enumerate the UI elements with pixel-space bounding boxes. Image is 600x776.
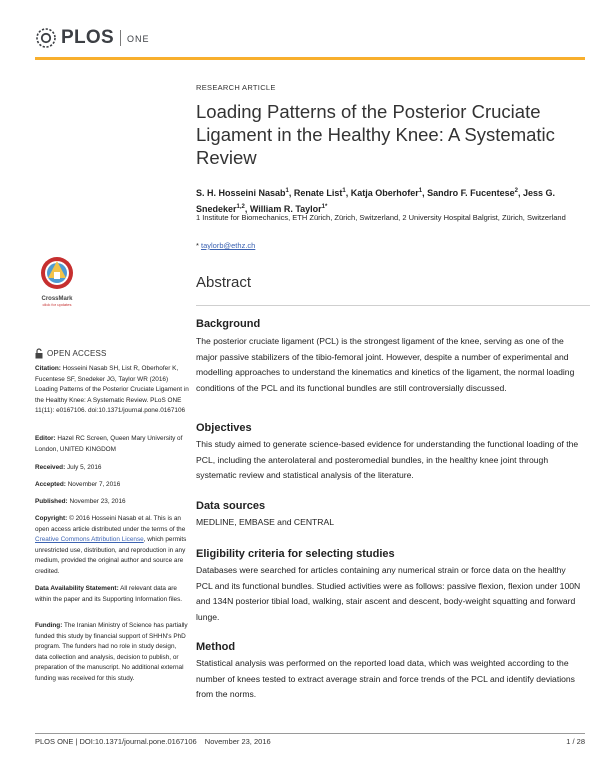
section-text: The posterior cruciate ligament (PCL) is the strongest ligament of the knee, serving as one of the major passive stabilizers of the tibio-femoral joint. However, despite a number of experimental and modelling approaches to understand the kinematics and kinetics of the ligament, the normal loading conditions of the PCL and its functional bundles are still controversially discussed. — [196, 336, 575, 393]
corresponding-email — [196, 241, 255, 250]
page-number: 1 / 28 — [566, 737, 585, 746]
author[interactable]: William R. Taylor$^{1*}$ — [249, 204, 328, 214]
article-title: Loading Patterns of the Posterior Cruciate Ligament in the Healthy Knee: A Systematic Review — [196, 101, 555, 168]
abstract-rule — [196, 305, 590, 306]
funding-block — [35, 621, 190, 684]
section-heading: Objectives — [196, 422, 252, 434]
logo-wordmark: PLOS — [61, 27, 114, 48]
section-text: Statistical analysis was performed on the reported load data, which was weighted according to the number of knees tested to extract average strain and force trends of the PCL and identify deviations from the norms. — [196, 658, 575, 699]
crossmark-badge[interactable] — [37, 256, 77, 307]
author[interactable]: Renate List$^1$ — [293, 188, 346, 198]
header-rule — [35, 57, 585, 60]
received-block — [35, 463, 190, 474]
accepted-date: November 7, 2016 — [67, 481, 121, 488]
crossmark-sub: click for updates — [42, 302, 72, 307]
plos-logo-icon — [35, 27, 57, 49]
citation-text: Hosseini Nasab SH, List R, Oberhofer K, Fucentese SF, Snedeker JG, Taylor WR (2016) Loading Patterns of the Posterior Cruciate Ligament in the Healthy Knee: A Systematic Review. PLoS ONE 11(11): e0167106. doi:10.1371/journal.pone.0167106 — [35, 365, 189, 414]
open-lock-icon — [35, 348, 43, 359]
section-heading: Data sources — [196, 500, 266, 512]
affiliation: Institute for Biomechanics, ETH Zürich, Zürich, Switzerland — [202, 213, 399, 222]
accepted-block — [35, 480, 190, 491]
author[interactable]: Sandro F. Fucentese$^2$ — [427, 188, 519, 198]
copyright-text-end: , which permits unrestricted use, distribution, and reproduction in any medium, provided the original author and source are credited. — [35, 536, 187, 575]
accepted-label: Accepted: — [35, 481, 66, 488]
section-text: Databases were searched for articles containing any numerical strain or force data on the healthy PCL and its functional bundles. Studied activities were as follows: passive flexion, flexion under 100N and 134N posterior tibial load, walking, stair ascent and descent, body-weight squatting and forward lunge. — [196, 565, 581, 622]
section-heading: Eligibility criteria for selecting studies — [196, 548, 395, 560]
author-list: S. H. Hosseini Nasab$^1$, Renate List$^1$, Katja Oberhofer$^1$, Sandro F. Fucentese$^2$, Jess G. Snedeker$^{1,2}$, William R. Taylor$^{1*}$ — [196, 188, 556, 214]
author[interactable]: S. H. Hosseini Nasab$^1$ — [196, 188, 289, 198]
editor-label: Editor: — [35, 435, 56, 442]
logo-journal: ONE — [126, 34, 150, 44]
funding-label: Funding: — [35, 622, 63, 629]
affiliation-number: 1 — [196, 213, 201, 222]
footer-journal: PLOS ONE — [35, 737, 74, 746]
footer-rule — [35, 733, 585, 734]
plos-one-logo — [35, 26, 149, 50]
footer-separator: | — [75, 737, 78, 746]
section-text: MEDLINE, EMBASE and CENTRAL — [196, 517, 335, 527]
affiliation-number: 2 — [402, 213, 407, 222]
affiliations: 1 Institute for Biomechanics, ETH Zürich, Zürich, Switzerland, 2 University Hospital Balgrist, Zürich, Switzerland — [196, 213, 566, 222]
copyright-text: © 2016 Hosseini Nasab et al. This is an open access article distributed under the terms of the — [35, 515, 186, 533]
footer-doi: DOI:10.1371/journal.pone.0167106 — [79, 737, 197, 746]
copyright-label: Copyright: — [35, 515, 68, 522]
open-access-badge — [35, 348, 107, 359]
published-block — [35, 497, 190, 508]
received-date: July 5, 2016 — [66, 464, 102, 471]
citation-block — [35, 364, 190, 417]
funding-text: The Iranian Ministry of Science has partially funded this study by financial support of SHHN's PhD program. The funders had no role in study design, data collection and analysis, decision to publish, or preparation of the manuscript. No additional external funding was received for this study. — [35, 622, 188, 682]
section-heading: Method — [196, 641, 236, 653]
crossmark-icon — [40, 256, 74, 290]
email-link[interactable]: taylorb@ethz.ch — [201, 241, 256, 250]
editor-block — [35, 434, 190, 455]
citation-label: Citation: — [35, 365, 61, 372]
license-link[interactable]: Creative Commons Attribution License — [35, 536, 144, 543]
author[interactable]: Jess G. Snedeker$^{1,2}$ — [196, 188, 556, 214]
published-date: November 23, 2016 — [69, 498, 126, 505]
copyright-block — [35, 514, 190, 577]
section-text: This study aimed to generate science-based evidence for understanding the functional loading of the PCL, including the anterolateral and posteromedial bundles, in the healthy knee joint through systematic review and statistical analysis of the literature. — [196, 439, 579, 480]
abstract-heading: Abstract — [196, 274, 252, 291]
affiliation: University Hospital Balgrist, Zürich, Switzerland — [408, 213, 566, 222]
data-availability-text: All relevant data are within the paper and its Supporting Information files. — [35, 585, 183, 603]
author[interactable]: Katja Oberhofer$^1$ — [350, 188, 423, 198]
data-availability-block — [35, 584, 190, 605]
data-availability-label: Data Availability Statement: — [35, 585, 119, 592]
logo-divider — [120, 30, 121, 46]
footer-date: November 23, 2016 — [204, 737, 271, 746]
article-type: RESEARCH ARTICLE — [196, 83, 276, 92]
published-label: Published: — [35, 498, 68, 505]
open-access-label: OPEN ACCESS — [47, 349, 107, 358]
received-label: Received: — [35, 464, 66, 471]
footer-citation — [35, 737, 271, 746]
section-heading: Background — [196, 318, 261, 330]
corresponding-mark: * — [196, 241, 199, 250]
crossmark-label: CrossMark — [41, 296, 73, 302]
editor-text: Hazel RC Screen, Queen Mary University of London, UNITED KINGDOM — [35, 435, 183, 453]
